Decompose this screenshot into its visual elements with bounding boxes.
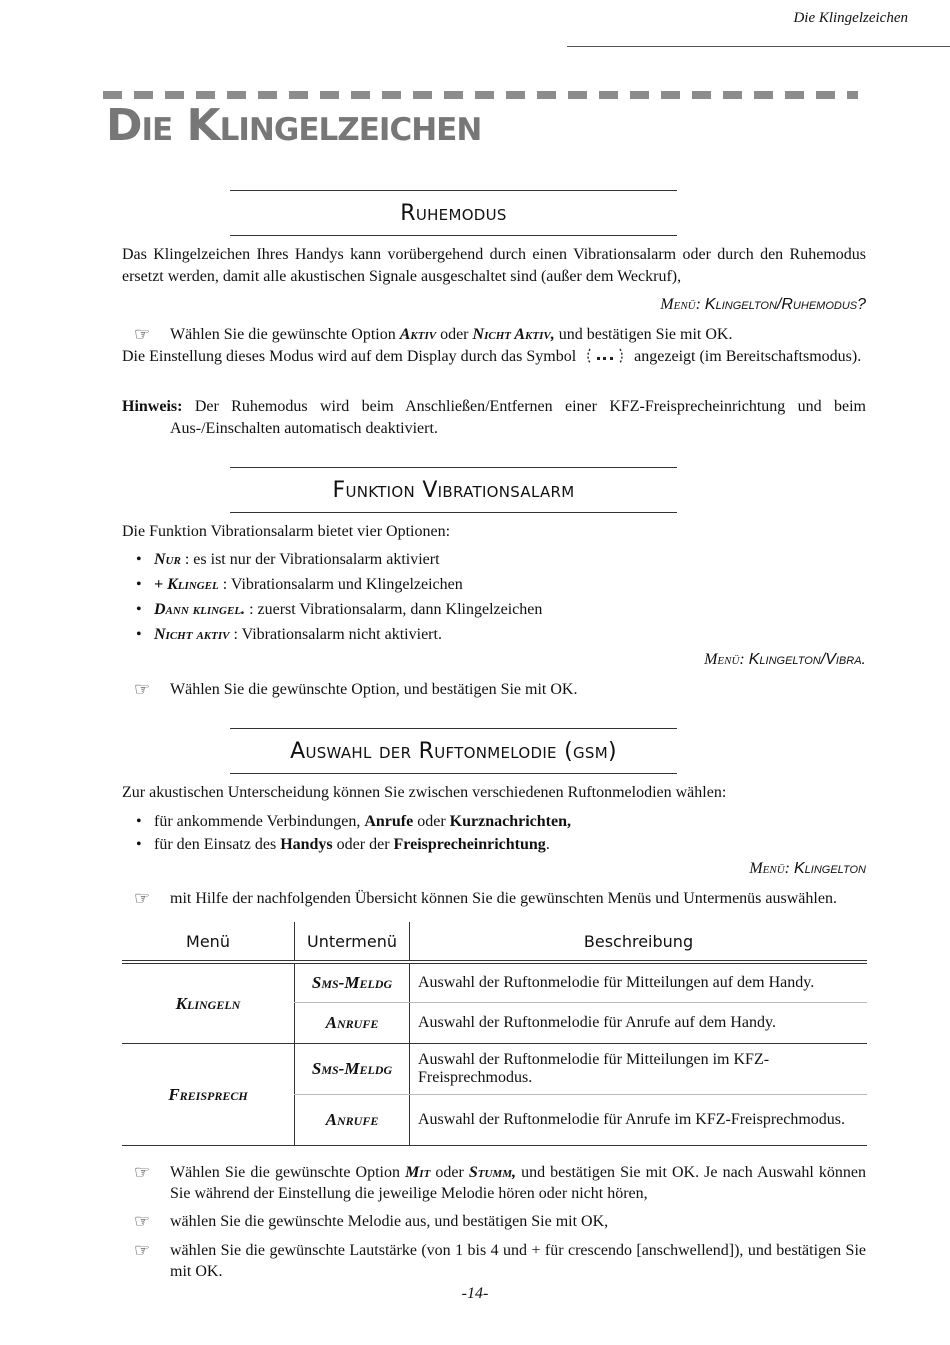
step-volume [134,1240,866,1282]
pointing-hand-icon: ☞ [134,888,151,909]
option-mit: Mit [405,1164,431,1181]
section-heading-ruhemodus [230,190,677,236]
pointing-hand-icon: ☞ [134,1240,151,1261]
table-header-row [122,922,867,962]
menu-path-vibration [704,651,866,669]
ruhemodus-hint [122,396,866,440]
step-text-part: Wählen Sie die gewünschte Option [170,1164,406,1181]
bullet-text: . [545,836,550,853]
step-text [170,1162,866,1204]
step-text-part: oder [436,326,473,343]
step-text-part: oder [430,1164,469,1181]
option-stumm: Stumm, [468,1164,516,1181]
menu-path-ruftonmelodie [749,860,866,878]
option-name: Nur [154,551,181,568]
menu-path-text: Klingelton [793,860,866,877]
chapter-title: Die Klingelzeichen [106,100,482,151]
table-cell-submenu: Sms-Meldg [295,1044,410,1095]
vibration-intro: Die Funktion Vibrationsalarm bietet vier Optionen: [122,523,451,540]
header-rule [567,46,950,47]
step-text: wählen Sie die gewünschte Melodie aus, und bestätigen Sie mit OK, [170,1213,609,1230]
option-name: Dann klingel. [154,601,246,618]
table-cell-submenu: Anrufe [295,1095,410,1146]
table-cell-menu: Klingeln [122,962,295,1044]
list-item [136,811,571,833]
option-text: : Vibrationsalarm und Klingelzeichen [218,576,463,593]
step-text: wählen Sie die gewünschte Lautstärke (von 1 bis 4 und + für crescendo [anschwellend]), und bestätigen Sie mit OK. [170,1242,866,1280]
bullet-bold: Freisprecheinrichtung [393,836,546,853]
vibration-mode-icon [584,347,626,365]
option-name: Nicht aktiv [154,626,230,643]
table-cell-description: Auswahl der Ruftonmelodie für Anrufe auf dem Handy. [410,1003,868,1044]
running-header: Die Klingelzeichen [793,10,908,26]
menu-label: Menü: [704,651,745,668]
ruhemodus-display-note [122,346,866,368]
option-name: + Klingel [154,576,219,593]
menu-path-text: Klingelton/Ruhemodus? [704,296,866,313]
bullet-text: für den Einsatz des [154,836,281,853]
list-item [136,574,463,596]
option-aktiv: Aktiv [399,326,437,343]
option-text: : zuerst Vibrationsalarm, dann Klingelzeichen [245,601,543,618]
step-melody [134,1211,866,1232]
step-text [170,324,866,345]
column-header-description: Beschreibung [410,922,868,962]
column-header-menu: Menü [122,922,295,962]
bullet-bold: Handys [280,836,333,853]
list-item [136,624,442,646]
list-item [136,599,542,621]
pointing-hand-icon: ☞ [134,1211,151,1232]
step-text-part: Wählen Sie die gewünschte Option [170,326,400,343]
table-cell-description: Auswahl der Ruftonmelodie für Mitteilungen im KFZ-Freisprechmodus. [410,1044,868,1095]
bullet-text: für ankommende Verbindungen, [154,813,365,830]
step-ruhemodus-option [134,324,866,345]
table-cell-menu: Freisprech [122,1044,295,1146]
step-mit-stumm [134,1162,866,1204]
ringtone-menu-table [122,922,867,1146]
decorative-dash-bar [103,91,858,99]
table-cell-submenu: Sms-Meldg [295,962,410,1003]
table-cell-description: Auswahl der Ruftonmelodie für Mitteilungen auf dem Handy. [410,962,868,1003]
option-nicht-aktiv: Nicht Aktiv, [472,326,555,343]
table-row [122,962,867,1003]
ruhemodus-intro: Das Klingelzeichen Ihres Handys kann vorübergehend durch einen Vibrationsalarm oder durch den Ruhemodus ersetzt werden, damit alle akustischen Signale ausgeschaltet sind (außer dem Weckruf), [122,246,866,285]
option-text: : Vibrationsalarm nicht aktiviert. [229,626,442,643]
step-vibration [134,679,866,700]
step-text: mit Hilfe der nachfolgenden Übersicht können Sie die gewünschten Menüs und Untermenüs auswählen. [170,890,837,907]
bullet-text: oder [413,813,450,830]
section-heading-text: Auswahl der Ruftonmelodie (gsm) [290,738,617,764]
table-cell-description: Auswahl der Ruftonmelodie für Anrufe im KFZ-Freisprechmodus. [410,1095,868,1146]
pointing-hand-icon: ☞ [134,1162,151,1183]
step-table-intro [134,888,866,909]
bullet-text: oder der [332,836,394,853]
bullet-bold: Kurznachrichten, [449,813,571,830]
option-text: : es ist nur der Vibrationsalarm aktiviert [180,551,440,568]
table-row [122,1044,867,1095]
column-header-submenu: Untermenü [295,922,410,962]
section-heading-text: Ruhemodus [400,200,507,226]
table-cell-submenu: Anrufe [295,1003,410,1044]
pointing-hand-icon: ☞ [134,324,151,345]
menu-path-text: Klingelton/Vibra. [748,651,866,668]
menu-label: Menü: [749,860,790,877]
list-item [136,834,550,856]
display-note-text: Die Einstellung dieses Modus wird auf dem Display durch das Symbol [122,348,577,365]
hint-text: Der Ruhemodus wird beim Anschließen/Entfernen einer KFZ-Freisprecheinrichtung und beim Aus-/Einschalten automatisch deaktiviert. [170,398,866,437]
bullet-bold: Anrufe [364,813,414,830]
pointing-hand-icon: ☞ [134,679,151,700]
list-item [136,549,440,571]
step-text-part: und bestätigen Sie mit OK. [554,326,733,343]
section-heading-text: Funktion Vibrationsalarm [332,477,575,503]
step-text: Wählen Sie die gewünschte Option, und bestätigen Sie mit OK. [170,681,578,698]
ruftonmelodie-intro: Zur akustischen Unterscheidung können Sie zwischen verschiedenen Ruftonmelodien wählen: [122,784,727,801]
menu-label: Menü: [660,296,701,313]
section-heading-vibration [230,467,677,513]
hint-label: Hinweis: [122,398,183,415]
page-number: -14- [461,1285,489,1302]
step-text-part: und bestätigen Sie mit OK. Je nach Auswahl können Sie während der Einstellung die jeweilige Melodie hören oder nicht hören, [170,1164,867,1202]
display-note-text: angezeigt (im Bereitschaftsmodus). [634,348,862,365]
section-heading-ruftonmelodie [230,728,677,774]
menu-path-ruhemodus [660,296,866,314]
